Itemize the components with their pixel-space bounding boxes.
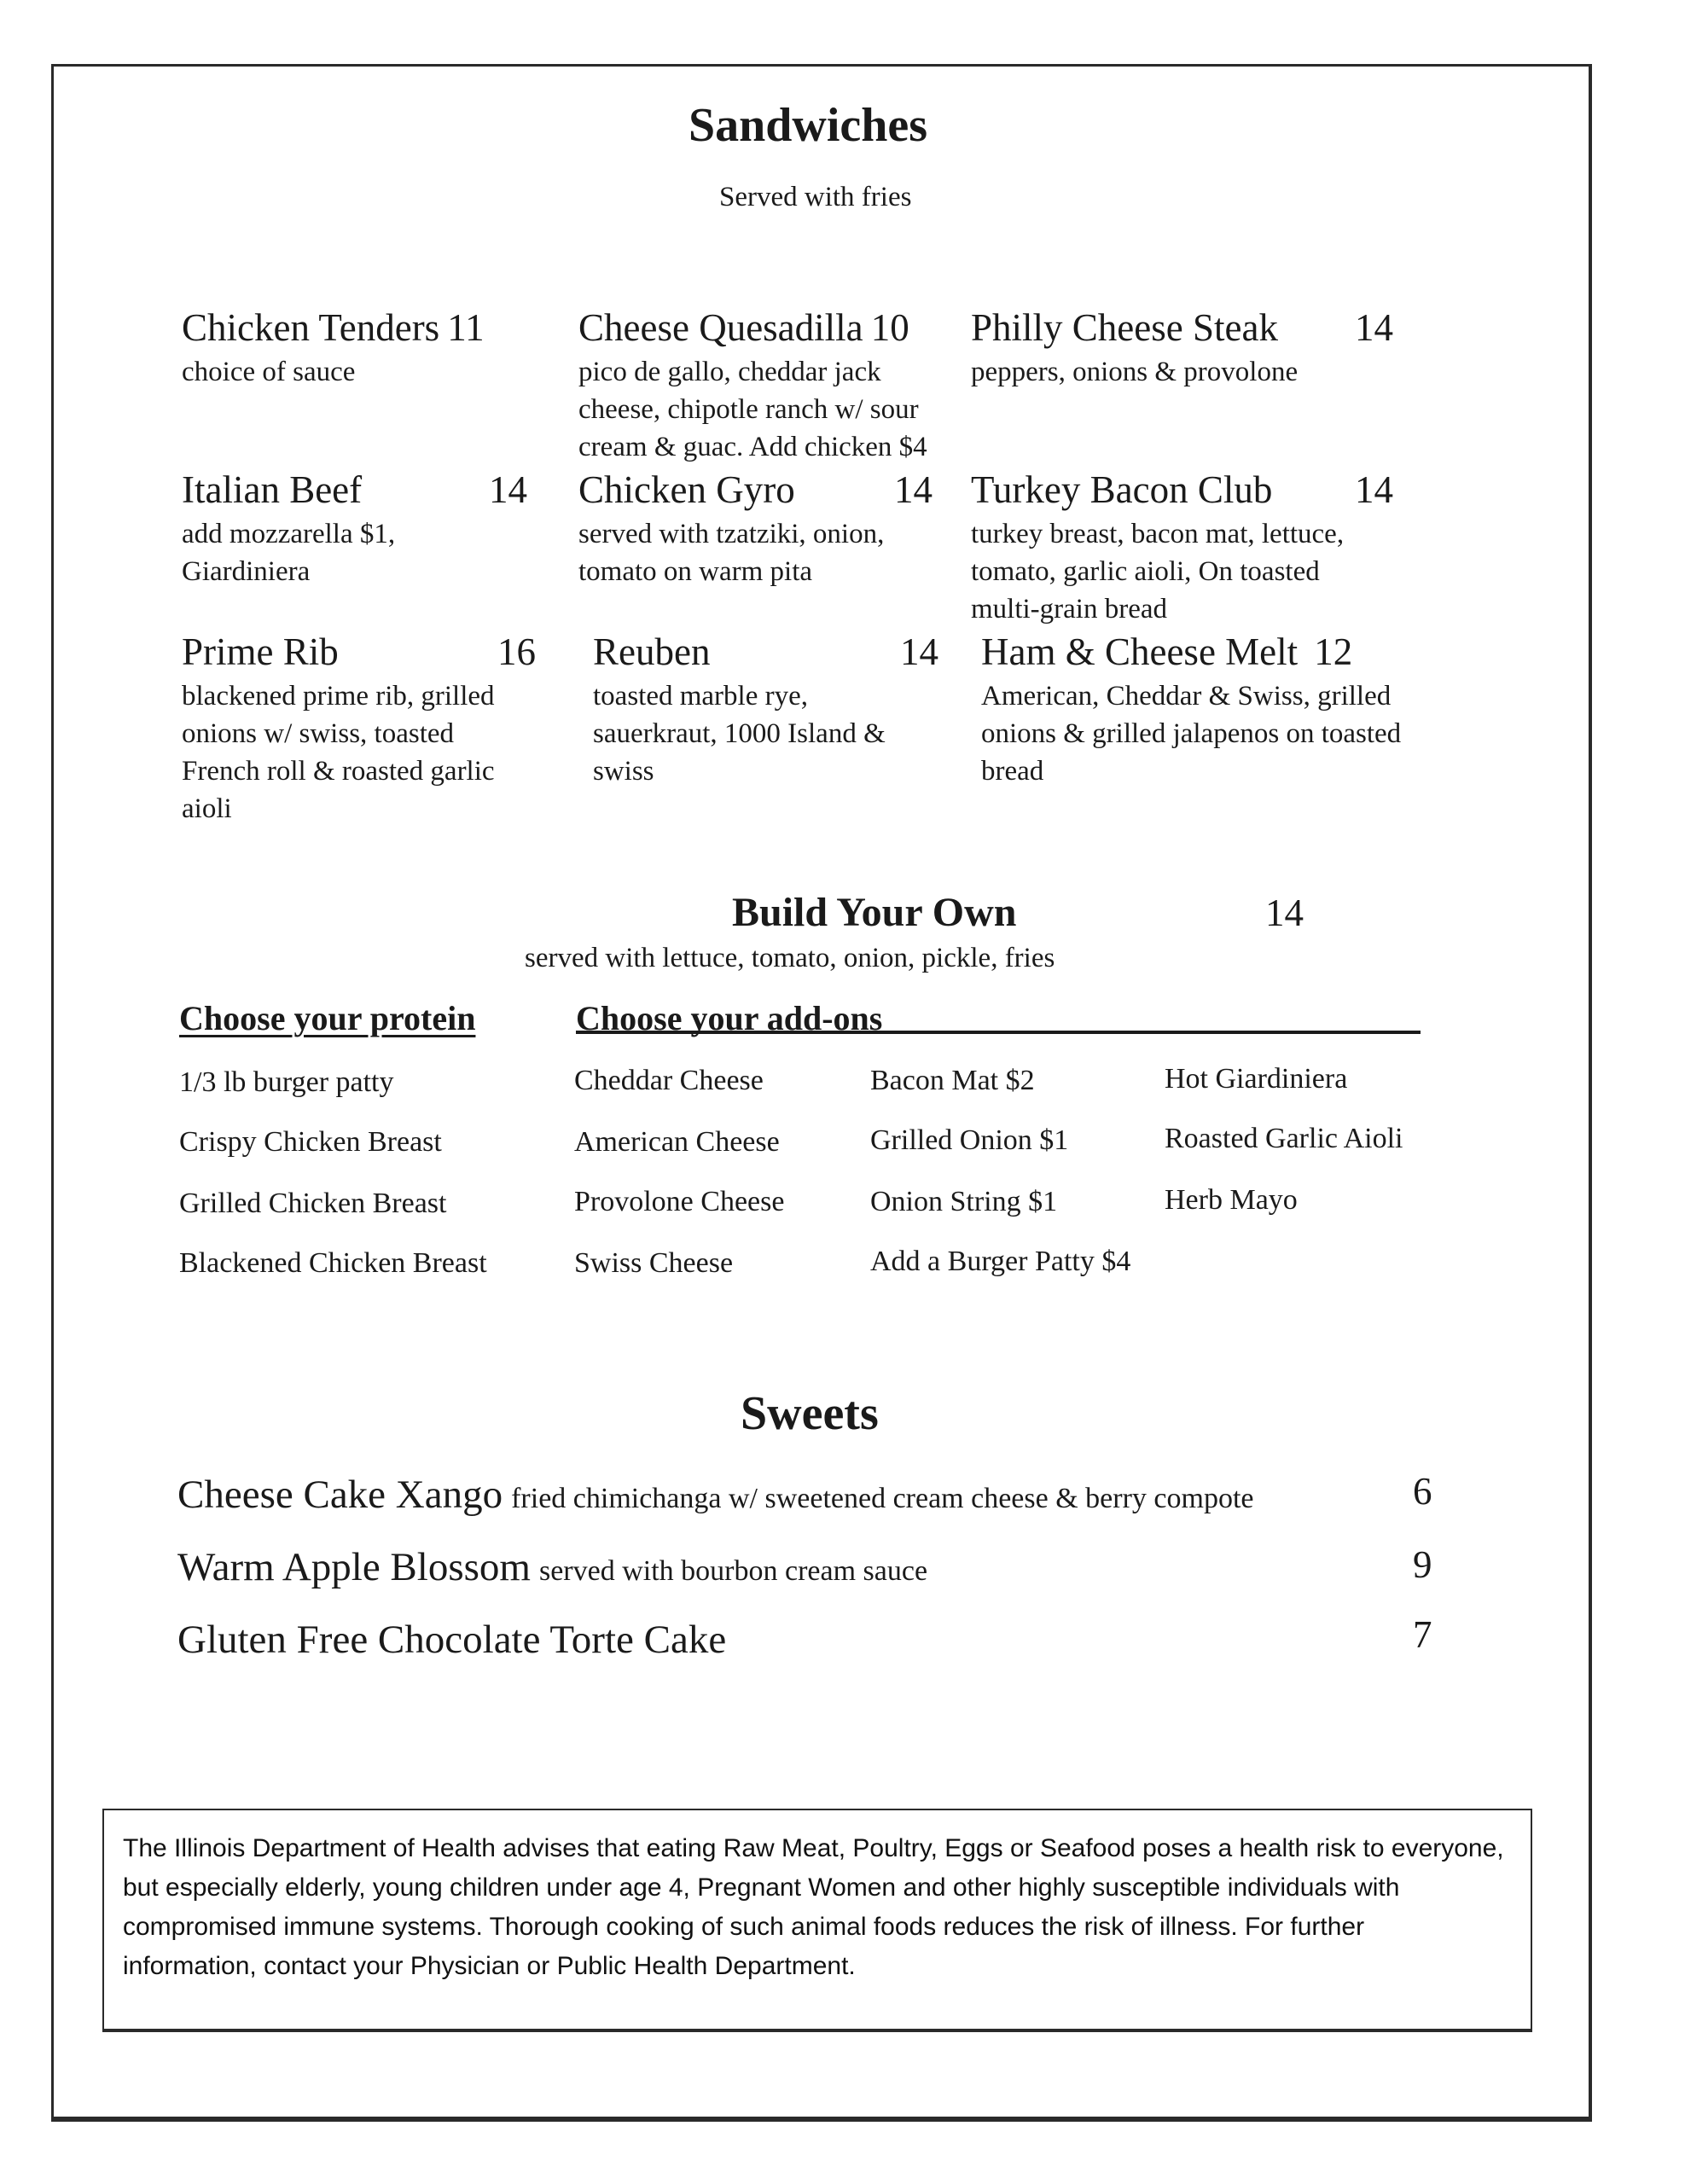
sweet-price: 6 [1413,1470,1432,1513]
menu-item [182,468,540,590]
sweets-title: Sweets [741,1387,879,1440]
protein-option: Crispy Chicken Breast [179,1126,442,1158]
item-name: Reuben [593,630,711,673]
sweet-item [177,1617,726,1663]
sweet-item [177,1544,927,1590]
sweet-description: fried chimichanga w/ sweetened cream cheese & berry compote [511,1483,1254,1514]
item-price: 11 [447,306,485,349]
menu-item [971,468,1415,628]
menu-item [593,630,985,790]
item-description: served with tzatziki, onion, tomato on warm pita [578,519,885,587]
sweet-price: 9 [1413,1543,1432,1586]
sauce-option: Hot Giardiniera [1165,1063,1348,1095]
menu-item [578,468,971,590]
menu-item [971,305,1415,391]
cheese-option: American Cheese [574,1126,780,1158]
protein-header: Choose your protein [179,999,476,1037]
protein-option: Grilled Chicken Breast [179,1188,447,1219]
extra-option: Bacon Mat $2 [870,1065,1035,1096]
cheese-option: Swiss Cheese [574,1247,734,1279]
item-price: 14 [894,468,933,511]
item-price: 16 [497,630,536,673]
sweet-price: 7 [1413,1613,1432,1656]
cheese-option: Provolone Cheese [574,1186,785,1217]
item-description: peppers, onions & provolone [971,357,1299,387]
item-description: add mozzarella $1, Giardiniera [182,519,396,587]
item-description: pico de gallo, cheddar jack cheese, chipotle ranch w/ sour cream & guac. Add chicken $4 [578,357,927,462]
item-description: choice of sauce [182,357,356,387]
cheese-option: Cheddar Cheese [574,1065,764,1096]
item-name: Chicken Tenders [182,306,440,349]
build-your-own-subtitle: served with lettuce, tomato, onion, pickle, fries [525,943,1055,973]
item-description: turkey breast, bacon mat, lettuce, tomato, garlic aioli, On toasted multi-grain bread [971,519,1345,624]
protein-option: Blackened Chicken Breast [179,1247,487,1279]
addons-header: Choose your add-ons [576,999,883,1037]
sweet-item [177,1472,1253,1518]
item-name: Italian Beef [182,468,363,511]
health-disclaimer-text: The Illinois Department of Health advises that eating Raw Meat, Poultry, Eggs or Seafood poses a health risk to everyone, but especially elderly, young children under age 4, Pregnant Women and other highly susceptible individuals with compromised immune systems. Thorough cooking of such animal foods reduces the risk of illness. For further information, contact your Physician or Public Health Department. [123,1834,1504,1980]
item-description: toasted marble rye, sauerkraut, 1000 Island & swiss [593,681,886,787]
sauce-option: Herb Mayo [1165,1184,1298,1216]
sandwiches-title: Sandwiches [689,99,928,152]
item-name: Philly Cheese Steak [971,306,1278,349]
addons-underline [576,1031,1421,1034]
menu-item [182,630,540,828]
item-description: blackened prime rib, grilled onions w/ swiss, toasted French roll & roasted garlic aioli [182,681,495,824]
item-price: 14 [1355,468,1393,511]
menu-item [981,630,1425,790]
item-name: Chicken Gyro [578,468,795,511]
item-name: Cheese Quesadilla [578,306,863,349]
item-price: 14 [900,630,938,673]
extra-option: Onion String $1 [870,1186,1058,1217]
sauce-option: Roasted Garlic Aioli [1165,1123,1403,1154]
item-name: Ham & Cheese Melt [981,630,1299,673]
sweet-name: Gluten Free Chocolate Torte Cake [177,1618,727,1662]
sweet-name: Warm Apple Blossom [177,1545,531,1589]
menu-item [578,305,971,466]
item-price: 14 [1355,306,1393,349]
item-price: 10 [870,306,909,349]
sweet-name: Cheese Cake Xango [177,1472,503,1517]
build-your-own-title: Build Your Own [732,890,1017,935]
item-description: American, Cheddar & Swiss, grilled onions & grilled jalapenos on toasted bread [981,681,1402,787]
item-price: 12 [1314,630,1353,673]
sweet-description: served with bourbon cream sauce [538,1555,928,1587]
protein-option: 1/3 lb burger patty [179,1066,394,1098]
build-your-own-price: 14 [1265,892,1304,934]
item-name: Turkey Bacon Club [971,468,1273,511]
menu-item [182,305,540,391]
health-disclaimer-box [102,1809,1532,2032]
item-name: Prime Rib [182,630,339,673]
extra-option: Add a Burger Patty $4 [870,1246,1131,1277]
extra-option: Grilled Onion $1 [870,1124,1069,1156]
sandwiches-subtitle: Served with fries [719,182,912,212]
item-price: 14 [489,468,527,511]
